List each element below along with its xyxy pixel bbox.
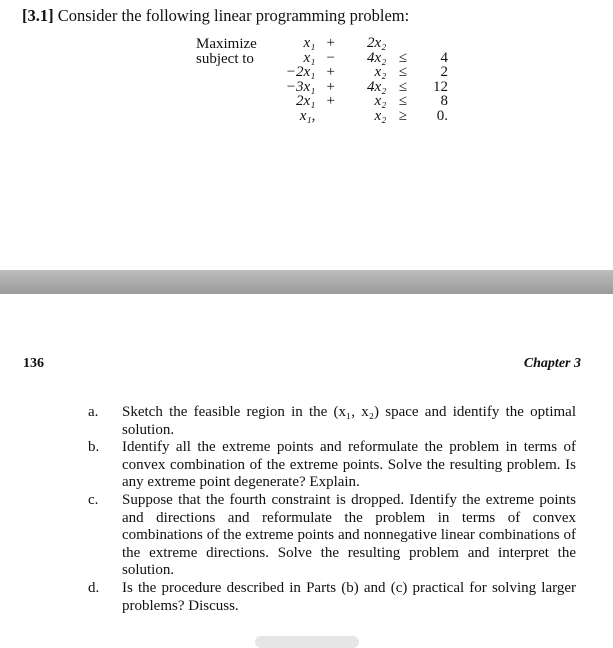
question-text: Identify all the extreme points and reformulate the problem in terms of convex combination of the extreme points. Solve the resulting problem. Is any extreme point degenerate? Explain.	[122, 439, 576, 491]
question-item	[88, 439, 576, 492]
scroll-handle[interactable]	[255, 636, 359, 648]
constraint-row: 2x₁ + x₂ ≤ 8	[295, 93, 448, 110]
constraint-row: x₁ − 4x₂ ≤ 4	[303, 49, 448, 66]
question-item	[88, 580, 576, 615]
constraints-label: subject to	[196, 51, 254, 67]
question-item	[88, 492, 576, 580]
question-label: d.	[88, 579, 100, 596]
problem-heading	[22, 6, 409, 26]
constraint-row: −2x₁ + x₂ ≤ 2	[285, 64, 448, 81]
questions-page	[0, 294, 613, 644]
lp-formulation	[268, 36, 448, 124]
problem-page	[0, 0, 613, 270]
nonnegativity-row: x₁, x₂ ≥ 0.	[299, 107, 448, 124]
question-text: Sketch the feasible region in the (x₁, x₂) space and identify the optimal solution.	[122, 404, 576, 438]
chapter-title: Chapter 3	[523, 356, 581, 371]
problem-intro: Consider the following linear programming problem:	[57, 6, 410, 25]
page-gap-divider	[0, 270, 613, 294]
question-text: Is the procedure described in Parts (b) and (c) practical for solving larger problems? Discuss.	[122, 579, 576, 614]
page-number: 136	[23, 356, 44, 371]
question-label: a.	[88, 404, 99, 420]
question-text: Suppose that the fourth constraint is dropped. Identify the extreme points and directions and reformulate the problem in terms of convex combinations of the extreme points and nonnegative linear combinations of the extreme directions. Solve the resulting problem and interpret the solution.	[122, 491, 576, 579]
question-label: b.	[88, 439, 100, 456]
objective-row: x₁ + 2x₂	[303, 35, 387, 51]
objective-label: Maximize	[196, 36, 257, 52]
question-item	[88, 404, 576, 439]
problem-number: [3.1]	[22, 6, 54, 25]
question-label: c.	[88, 491, 99, 508]
constraint-row: −3x₁ + 4x₂ ≤ 12	[285, 78, 448, 95]
question-list	[88, 404, 576, 615]
